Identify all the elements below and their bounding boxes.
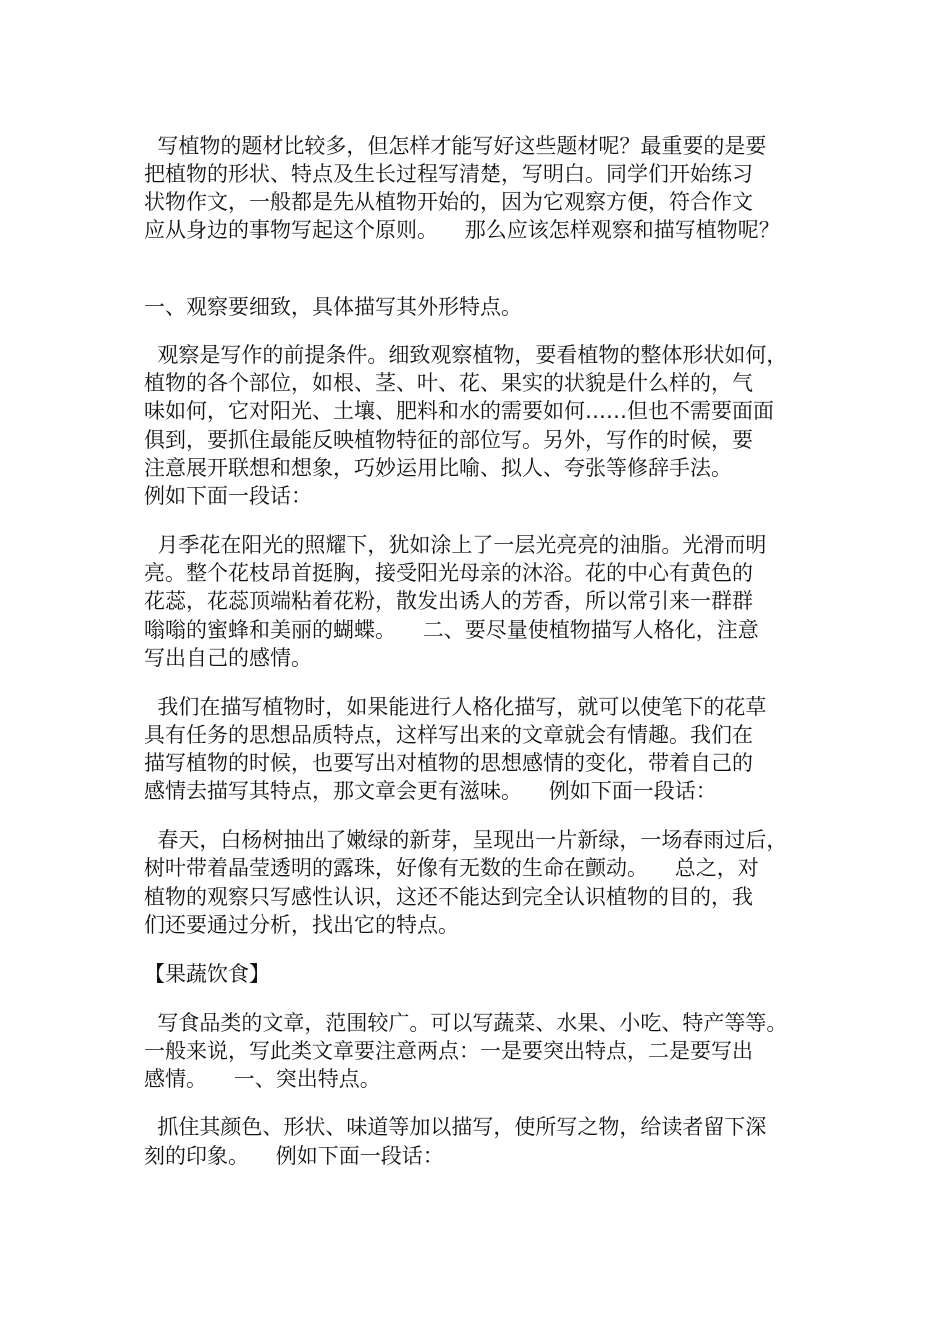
paragraph-intro-line: 写植物的题材比较多，但怎样才能写好这些题材呢？最重要的是要 <box>144 134 767 158</box>
paragraph-rose-line: 嗡嗡的蜜蜂和美丽的蝴蝶。 二、要尽量使植物描写人格化，注意 <box>144 618 759 642</box>
paragraph-food-line: 感情。 一、突出特点。 <box>144 1067 381 1091</box>
paragraph-grasp-line: 抓住其颜色、形状、味道等加以描写，使所写之物，给读者留下深 <box>144 1115 767 1139</box>
paragraph-rose-line: 亮。整个花枝昂首挺胸，接受阳光母亲的沐浴。花的中心有黄色的 <box>144 561 753 585</box>
paragraph-grasp-line: 刻的印象。 例如下面一段话： <box>144 1144 444 1168</box>
paragraph-intro-line: 应从身边的事物写起这个原则。 那么应该怎样观察和描写植物呢？ <box>144 218 780 242</box>
paragraph-observe-line: 俱到，要抓住最能反映植物特征的部位写。另外，写作的时候，要 <box>144 428 753 452</box>
paragraph-food-line: 写食品类的文章，范围较广。可以写蔬菜、水果、小吃、特产等等。 <box>144 1011 788 1035</box>
paragraph-poplar-line: 树叶带着晶莹透明的露珠，好像有无数的生命在颤动。 总之，对 <box>144 856 759 880</box>
paragraph-observe-line: 观察是写作的前提条件。细致观察植物，要看植物的整体形状如何， <box>144 343 788 367</box>
paragraph-personify-line: 感情去描写其特点，那文章会更有滋味。 例如下面一段话： <box>144 779 717 803</box>
paragraph-rose-line: 写出自己的感情。 <box>144 646 312 670</box>
section-heading-1: 一、观察要细致，具体描写其外形特点。 <box>144 295 522 319</box>
paragraph-poplar-line: 春天，白杨树抽出了嫩绿的新芽，呈现出一片新绿，一场春雨过后， <box>144 828 788 852</box>
paragraph-personify-line: 具有任务的思想品质特点，这样写出来的文章就会有情趣。我们在 <box>144 723 753 747</box>
paragraph-poplar-line: 植物的观察只写感性认识，这还不能达到完全认识植物的目的，我 <box>144 885 753 909</box>
paragraph-observe-line: 注意展开联想和想象，巧妙运用比喻、拟人、夸张等修辞手法。 <box>144 456 732 480</box>
paragraph-intro-line: 把植物的形状、特点及生长过程写清楚，写明白。同学们开始练习 <box>144 162 753 186</box>
section-heading-fruit: 【果蔬饮食】 <box>144 962 270 986</box>
paragraph-observe-line: 例如下面一段话： <box>144 484 312 508</box>
paragraph-intro-line: 状物作文，一般都是先从植物开始的，因为它观察方便，符合作文 <box>144 190 753 214</box>
paragraph-rose-line: 月季花在阳光的照耀下，犹如涂上了一层光亮亮的油脂。光滑而明 <box>144 533 767 557</box>
paragraph-observe-line: 味如何，它对阳光、土壤、肥料和水的需要如何……但也不需要面面 <box>144 399 774 423</box>
paragraph-personify-line: 我们在描写植物时，如果能进行人格化描写，就可以使笔下的花草 <box>144 695 767 719</box>
paragraph-food-line: 一般来说，写此类文章要注意两点：一是要突出特点，二是要写出 <box>144 1039 753 1063</box>
paragraph-poplar-line: 们还要通过分析，找出它的特点。 <box>144 913 459 937</box>
paragraph-personify-line: 描写植物的时候，也要写出对植物的思想感情的变化，带着自己的 <box>144 751 753 775</box>
paragraph-observe-line: 植物的各个部位，如根、茎、叶、花、果实的状貌是什么样的，气 <box>144 371 753 395</box>
paragraph-rose-line: 花蕊，花蕊顶端粘着花粉，散发出诱人的芳香，所以常引来一群群 <box>144 589 753 613</box>
